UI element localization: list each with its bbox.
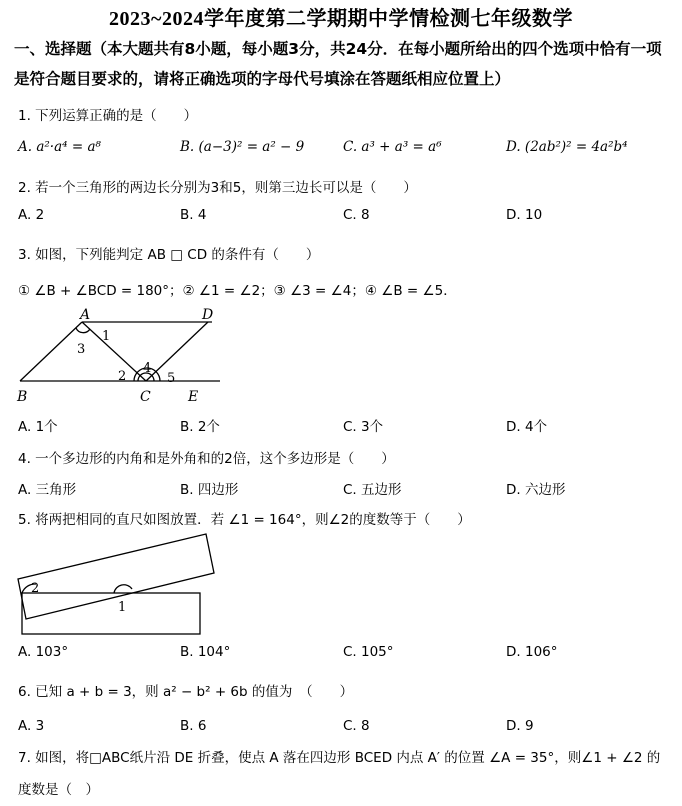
option-b: B. (a−3)² = a² − 9	[180, 139, 305, 155]
point-label-a: A	[80, 307, 91, 323]
option-d: D. 4个	[506, 419, 548, 435]
question-4-stem: 4. 一个多边形的内角和是外角和的2倍，这个多边形是（ ）	[18, 451, 395, 467]
angle-label-5: 5	[167, 371, 176, 386]
option-a: A. 2	[18, 207, 45, 223]
option-b: B. 4	[180, 207, 207, 223]
option-b: B. 2个	[180, 419, 220, 435]
option-a: A. a²·a⁴ = a⁸	[18, 139, 101, 155]
option-d: D. (2ab²)² = 4a²b⁴	[506, 139, 628, 155]
question-1-options	[18, 139, 678, 161]
point-label-e: E	[188, 389, 199, 405]
option-a: A. 三角形	[18, 482, 77, 498]
angle-label-3: 3	[77, 342, 86, 357]
option-c: C. 8	[343, 207, 370, 223]
point-label-c: C	[140, 389, 151, 405]
option-c: C. 8	[343, 718, 370, 734]
question-4-options	[18, 478, 678, 500]
point-label-b: B	[17, 389, 28, 405]
option-d: D. 9	[506, 718, 534, 734]
option-c: C. 105°	[343, 644, 394, 660]
angle-label-1: 1	[102, 329, 111, 344]
parallel-lines-figure	[14, 302, 224, 406]
option-b: B. 四边形	[180, 482, 239, 498]
question-7-stem: 7. 如图，将□ABC纸片沿 DE 折叠，使点 A 落在四边形 BCED 内点 A′ 的位置 ∠A = 35°，则∠1 + ∠2 的度数是（ ）	[18, 750, 661, 798]
question-3-conditions: ① ∠B + ∠BCD = 180°；② ∠1 = ∠2；③ ∠3 = ∠4；④ ∠B = ∠5．	[18, 283, 457, 299]
question-2-stem: 2. 若一个三角形的两边长分别为3和5，则第三边长可以是（ ）	[18, 180, 417, 196]
question-2-options	[18, 207, 678, 229]
angle-label-1: 1	[118, 600, 127, 615]
question-6-stem: 6. 已知 a + b = 3，则 a² − b² + 6b 的值为 （ ）	[18, 684, 354, 700]
option-a: A. 1个	[18, 419, 58, 435]
option-b: B. 104°	[180, 644, 231, 660]
option-c: C. 五边形	[343, 482, 402, 498]
question-1-stem: 1. 下列运算正确的是（ ）	[18, 108, 198, 124]
question-3-stem: 3. 如图，下列能判定 AB □ CD 的条件有（ ）	[18, 247, 320, 263]
rulers-figure	[14, 531, 234, 639]
page-title: 2023~2024学年度第二学期期中学情检测七年级数学	[109, 8, 573, 30]
angle-label-2: 2	[31, 581, 40, 596]
angle-label-2: 2	[118, 369, 127, 384]
question-3-options	[18, 415, 678, 437]
question-6-options	[18, 718, 678, 740]
question-5-stem: 5. 将两把相同的直尺如图放置．若 ∠1 = 164°，则∠2的度数等于（ ）	[18, 512, 471, 528]
option-b: B. 6	[180, 718, 207, 734]
option-d: D. 六边形	[506, 482, 566, 498]
option-d: D. 106°	[506, 644, 558, 660]
option-a: A. 3	[18, 718, 45, 734]
angle-label-4: 4	[143, 361, 152, 376]
option-a: A. 103°	[18, 644, 69, 660]
section-heading: 一、选择题（本大题共有8小题，每小题3分，共24分．在每小题所给出的四个选项中恰有一项是符合题目要求的，请将正确选项的字母代号填涂在答题纸相应位置上）	[14, 40, 662, 88]
option-d: D. 10	[506, 207, 543, 223]
point-label-d: D	[202, 307, 214, 323]
question-5-options	[18, 644, 678, 666]
option-c: C. a³ + a³ = a⁶	[343, 139, 442, 155]
option-c: C. 3个	[343, 419, 384, 435]
